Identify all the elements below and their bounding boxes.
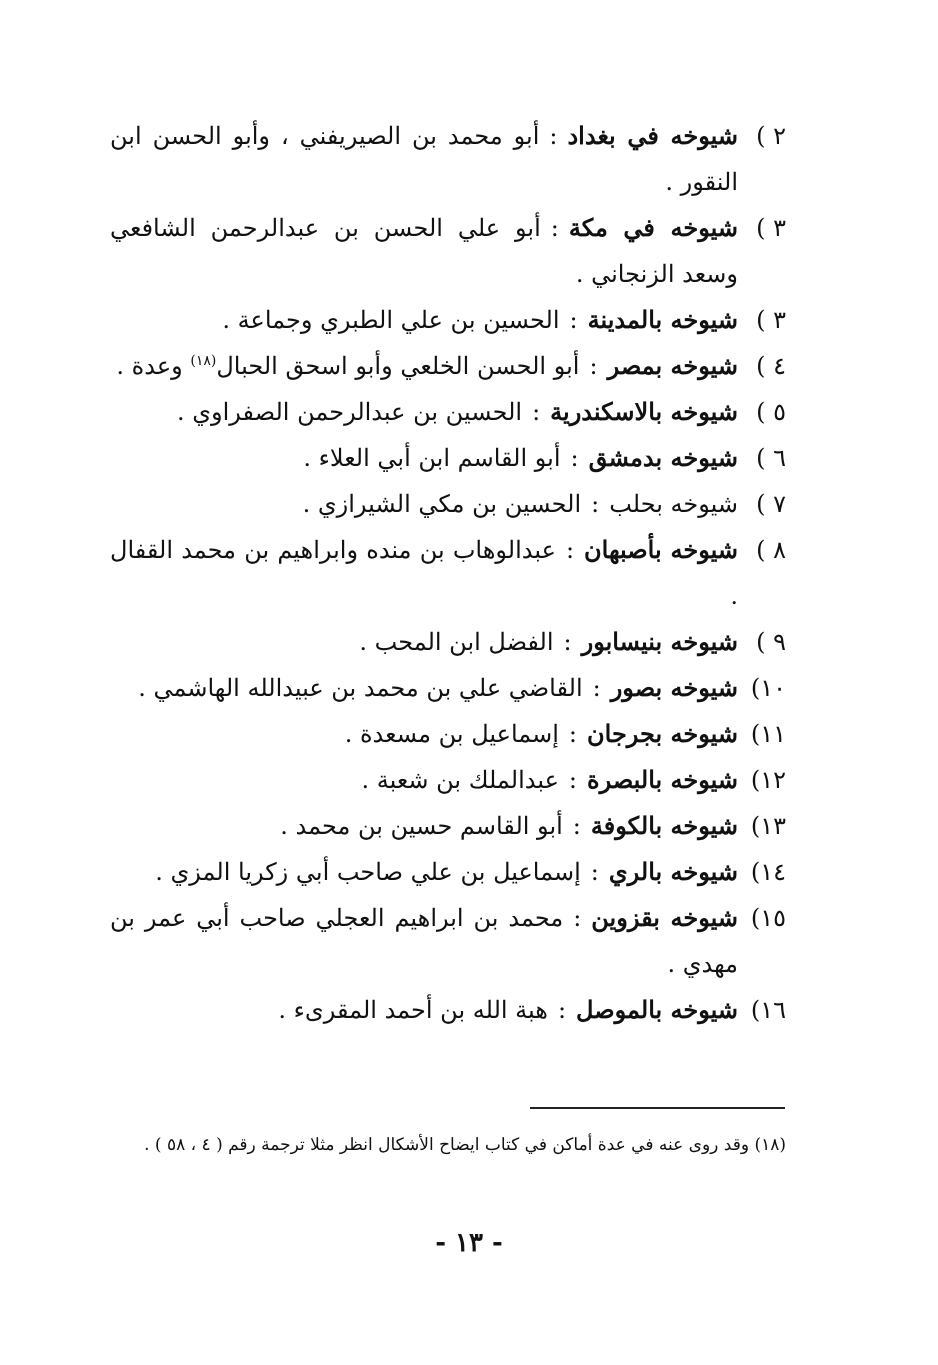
item-separator: :	[590, 858, 599, 886]
item-number: ١٦)	[750, 996, 786, 1024]
item-number: ٩ )	[756, 628, 786, 656]
list-item	[110, 205, 786, 297]
list-item	[110, 343, 786, 389]
item-number: ٨ )	[756, 536, 786, 564]
item-label: شيوخه بجرجان	[587, 719, 738, 748]
item-number: ٦ )	[756, 444, 786, 472]
item-separator: :	[557, 996, 567, 1024]
item-separator: :	[550, 214, 559, 242]
item-number: ١٢)	[750, 766, 786, 794]
item-text: أبو محمد بن الصيريفني ، وأبو الحسن ابن النقور .	[110, 122, 738, 196]
item-separator: :	[568, 720, 577, 748]
item-separator: :	[591, 490, 600, 518]
item-text: إسماعيل بن علي صاحب أبي زكريا المزي .	[155, 858, 581, 886]
item-text: الحسين بن مكي الشيرازي .	[302, 490, 582, 518]
item-text: هبة الله بن أحمد المقرىء .	[278, 996, 548, 1024]
item-separator: :	[573, 904, 582, 932]
list-item	[110, 757, 786, 803]
item-label: شيوخه بقزوين	[591, 903, 738, 932]
list-item	[110, 711, 786, 757]
item-text: عبدالملك بن شعبة .	[361, 766, 559, 794]
item-number: ١١)	[750, 720, 786, 748]
footnote-reference: (١٨)	[190, 353, 217, 369]
item-label: شيوخه بنيسابور	[581, 627, 738, 656]
page-number: - ١٣ -	[435, 1228, 503, 1258]
list-item	[110, 481, 786, 527]
item-label: شيوخه في بغداد	[567, 121, 738, 150]
item-separator: :	[532, 398, 541, 426]
item-label: شيوخه بدمشق	[588, 443, 738, 472]
item-number: ٢ )	[756, 122, 786, 150]
item-label: شيوخه بصور	[610, 673, 738, 702]
item-separator: :	[570, 444, 579, 472]
item-number: ١٤)	[750, 858, 786, 886]
item-separator: :	[549, 122, 558, 150]
item-separator: :	[569, 306, 578, 334]
list-item	[110, 389, 786, 435]
list-item	[110, 435, 786, 481]
item-label: شيوخه بالبصرة	[587, 765, 738, 794]
item-number: ٧ )	[756, 490, 786, 518]
list-item	[110, 987, 786, 1033]
item-separator: :	[592, 674, 601, 702]
item-text: القاضي علي بن محمد بن عبيدالله الهاشمي .	[138, 674, 583, 702]
item-text: الفضل ابن المحب .	[359, 628, 554, 656]
item-separator: :	[589, 352, 598, 380]
item-number: ١٣)	[750, 812, 786, 840]
item-separator: :	[563, 628, 572, 656]
item-text: أبو القاسم ابن أبي العلاء .	[303, 444, 561, 472]
item-separator: :	[572, 812, 581, 840]
item-label: شيوخه بحلب	[609, 490, 738, 518]
item-label: شيوخه بمصر	[607, 351, 738, 380]
item-label: شيوخه بالري	[608, 857, 738, 886]
list-item	[110, 527, 786, 619]
list-item	[110, 849, 786, 895]
item-text: الحسين بن عبدالرحمن الصفراوي .	[177, 398, 523, 426]
footnote-divider	[530, 1107, 785, 1109]
item-text: أبو علي الحسن بن عبدالرحمن الشافعي وسعد الزنجاني .	[110, 214, 738, 288]
list-item	[110, 619, 786, 665]
item-number: ٥ )	[756, 398, 786, 426]
item-text: أبو القاسم حسين بن محمد .	[280, 812, 563, 840]
item-text: محمد بن ابراهيم العجلي صاحب أبي عمر بن مهدي .	[110, 904, 738, 978]
item-label: شيوخه بالمدينة	[587, 305, 738, 334]
item-label: شيوخه بالكوفة	[590, 811, 738, 840]
item-separator: :	[565, 536, 575, 564]
item-label: شيوخه بالموصل	[576, 995, 738, 1024]
item-text: إسماعيل بن مسعدة .	[344, 720, 559, 748]
item-number: ٣ )	[756, 214, 786, 242]
item-number: ٤ )	[756, 352, 786, 380]
footnote: (١٨) وقد روى عنه في عدة أماكن في كتاب ايضاح الأشكال انظر مثلا ترجمة رقم ( ٤ ، ٥٨ ) .	[144, 1135, 786, 1155]
list-item	[110, 895, 786, 987]
item-text: أبو الحسن الخلعي وأبو اسحق الحبال	[216, 352, 580, 380]
list-item	[110, 113, 786, 205]
item-label: شيوخه بأصبهان	[584, 535, 739, 564]
item-number: ١٠)	[750, 674, 786, 702]
item-text-tail: وعدة .	[116, 352, 191, 380]
item-number: ٣ )	[756, 306, 786, 334]
item-label: شيوخه بالاسكندرية	[550, 397, 738, 426]
item-text: عبدالوهاب بن منده وابراهيم بن محمد القفال .	[110, 536, 738, 610]
list-item	[110, 297, 786, 343]
list-item	[110, 665, 786, 711]
shuyukh-list	[110, 113, 786, 1033]
item-label: شيوخه في مكة	[568, 213, 738, 242]
list-item	[110, 803, 786, 849]
item-text: الحسين بن علي الطبري وجماعة .	[222, 306, 560, 334]
item-number: ١٥)	[750, 904, 786, 932]
item-separator: :	[568, 766, 578, 794]
